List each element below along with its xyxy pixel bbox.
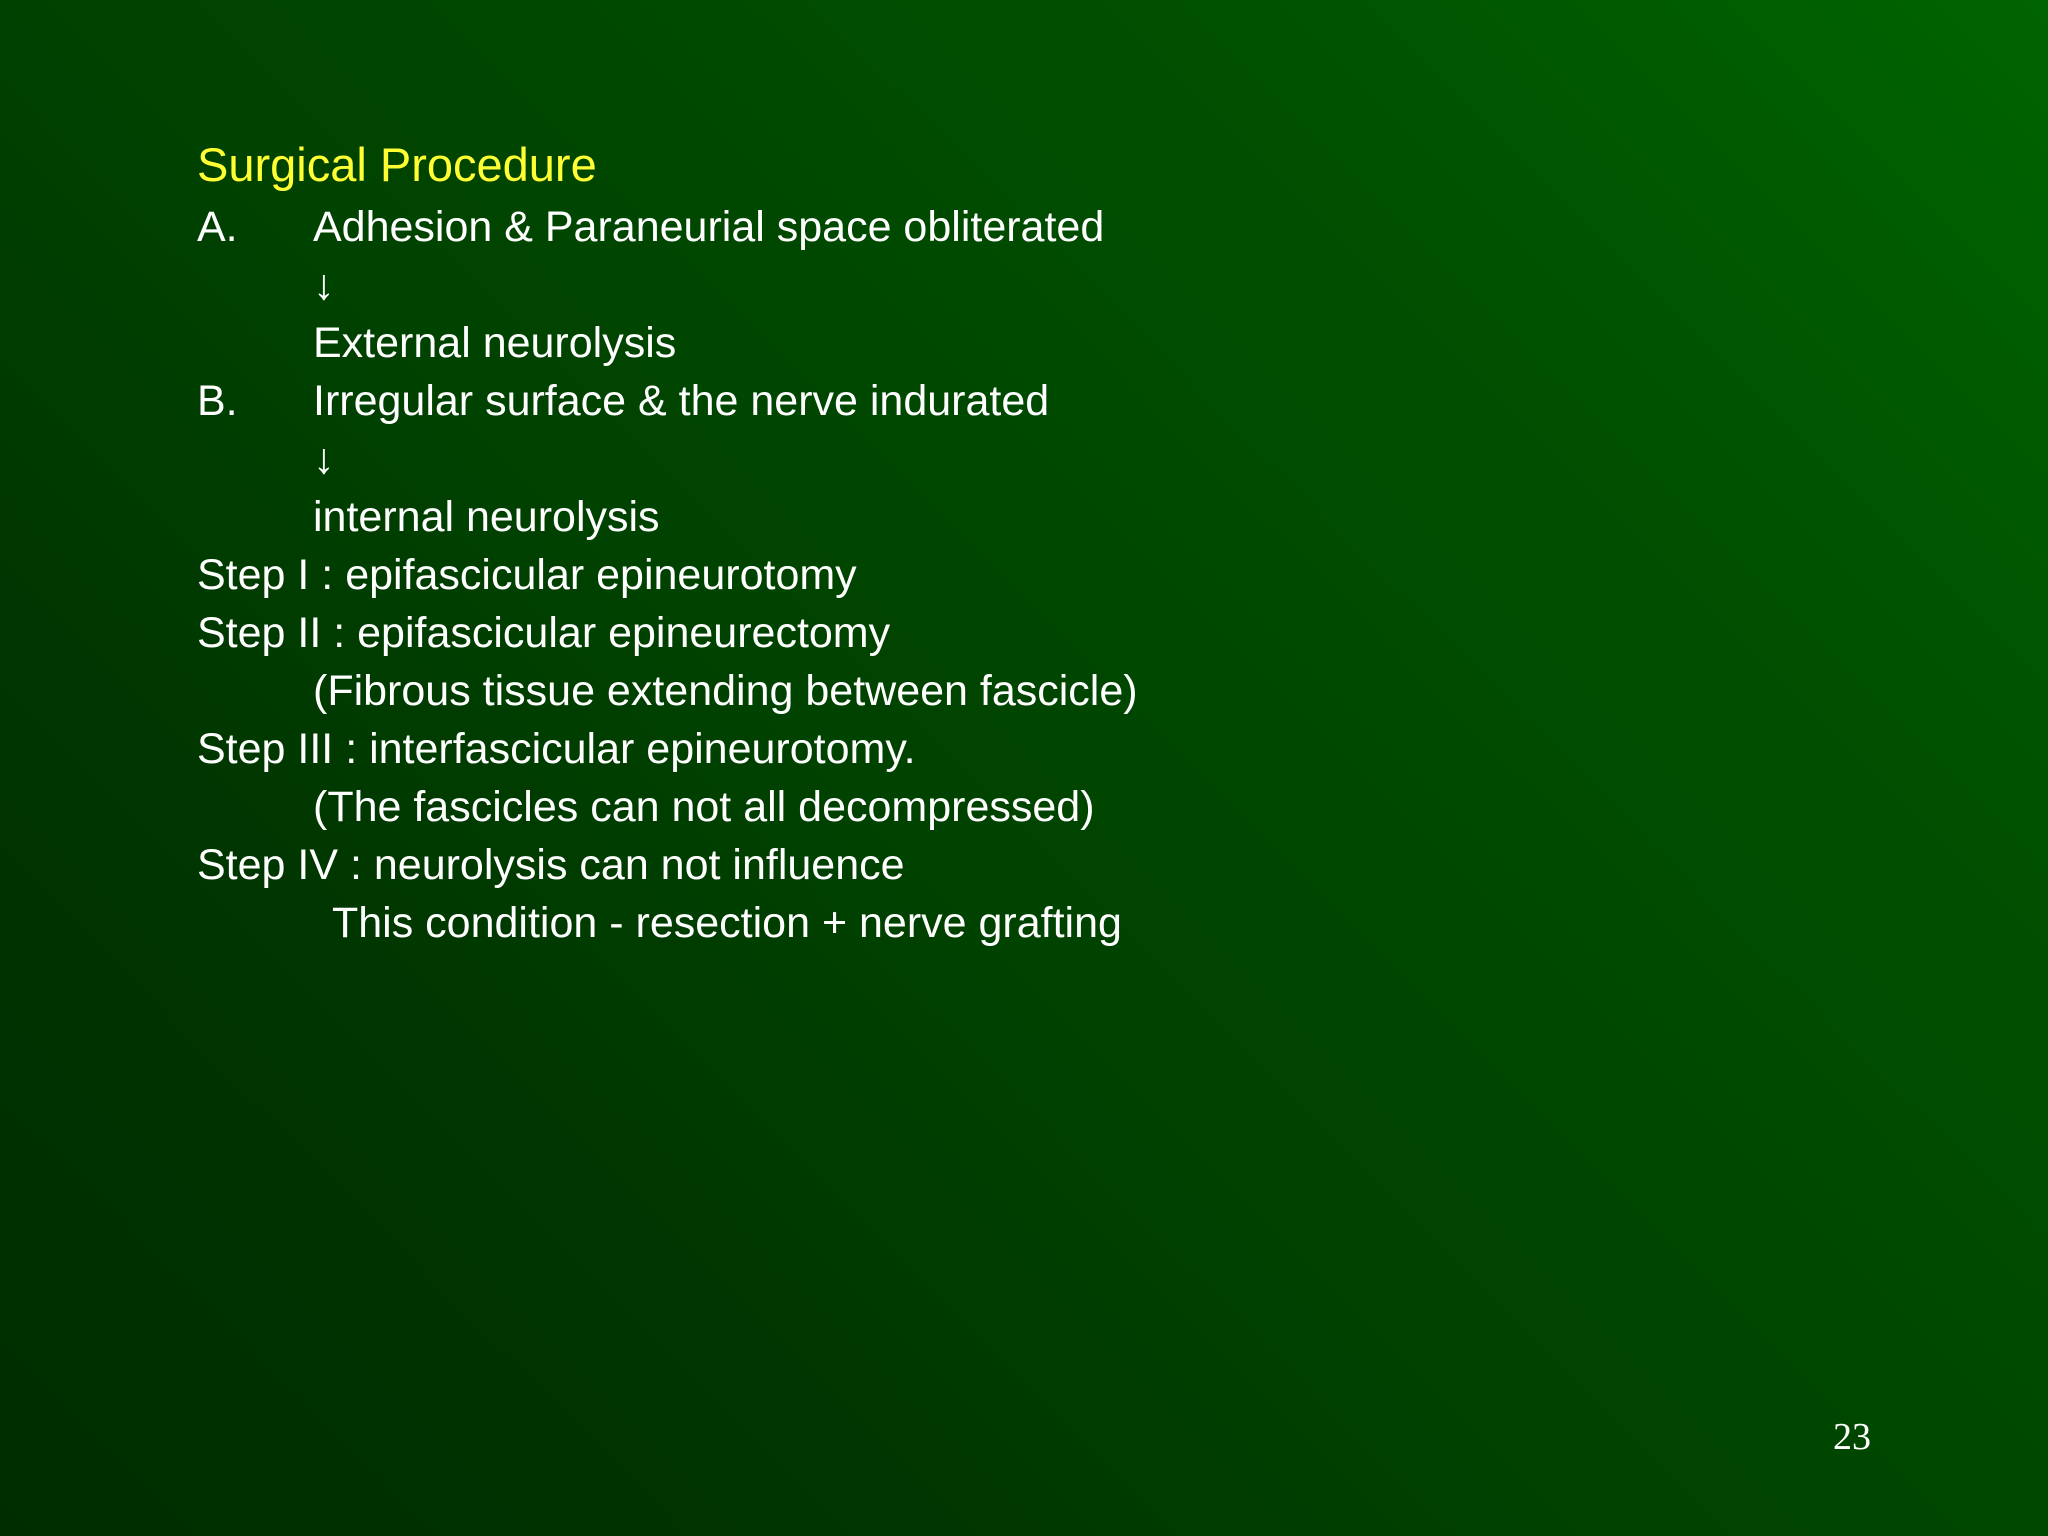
step-4: Step IV : neurolysis can not influence bbox=[197, 841, 905, 889]
down-arrow-icon: ↓ bbox=[313, 435, 335, 483]
step-3: Step III : interfascicular epineurotomy. bbox=[197, 725, 916, 773]
item-b-marker: B. bbox=[197, 377, 238, 425]
down-arrow-icon: ↓ bbox=[313, 261, 335, 309]
step-2-note: (Fibrous tissue extending between fascicle) bbox=[313, 667, 1138, 715]
item-b-text: Irregular surface & the nerve indurated bbox=[313, 377, 1050, 425]
item-a-text: Adhesion & Paraneurial space obliterated bbox=[313, 203, 1105, 251]
item-b-result: internal neurolysis bbox=[313, 493, 660, 541]
item-a-result: External neurolysis bbox=[313, 319, 677, 367]
step-2: Step II : epifascicular epineurectomy bbox=[197, 609, 891, 657]
step-4-note: This condition - resection + nerve grafting bbox=[332, 899, 1122, 947]
step-1: Step I : epifascicular epineurotomy bbox=[197, 551, 857, 599]
item-a-marker: A. bbox=[197, 203, 238, 251]
step-3-note: (The fascicles can not all decompressed) bbox=[313, 783, 1095, 831]
page-number: 23 bbox=[1833, 1416, 1871, 1458]
slide-title: Surgical Procedure bbox=[197, 138, 597, 191]
